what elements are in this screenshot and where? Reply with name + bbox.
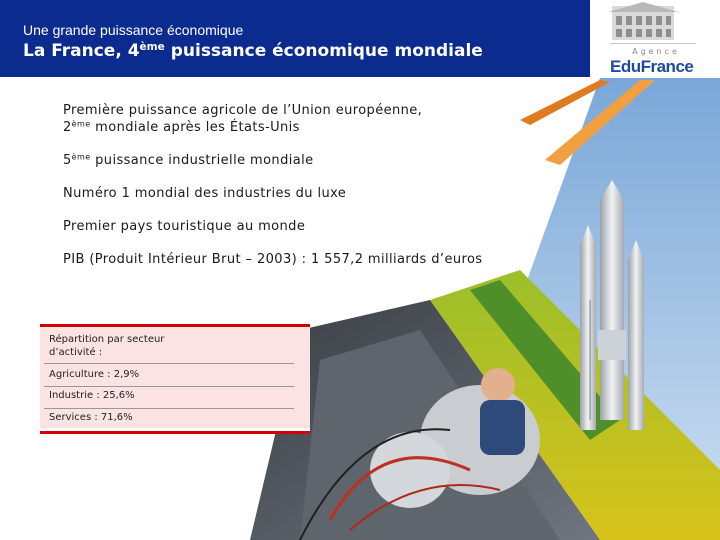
title-prefix: La France, 4	[23, 41, 140, 61]
header-bar	[0, 0, 590, 77]
bullet-rank: 5	[63, 153, 72, 168]
title-superscript: ème	[139, 41, 165, 54]
logo-agence-text: Agence	[632, 47, 680, 56]
bullet-list	[63, 102, 533, 284]
divider	[44, 363, 294, 364]
worker	[481, 368, 515, 402]
slide-subtitle: Une grande puissance économique	[23, 22, 244, 38]
bullet-text: puissance industrielle mondiale	[90, 153, 314, 168]
logo-brand-text: EduFrance	[610, 57, 694, 76]
bullet-superscript: ème	[71, 119, 91, 129]
sector-row-agriculture: Agriculture : 2,9%	[49, 369, 140, 380]
slide-title	[23, 41, 483, 61]
sector-row-industry: Industrie : 25,6%	[49, 390, 135, 401]
bullet-text: Première puissance agricole de l’Union européenne,	[63, 103, 423, 118]
divider	[44, 408, 294, 409]
bullet-agriculture	[63, 102, 533, 136]
bullet-tourism: Premier pays touristique au monde	[63, 219, 306, 234]
rocket-image	[600, 180, 624, 420]
bullet-luxury: Numéro 1 mondial des industries du luxe	[63, 186, 347, 201]
sector-table	[40, 324, 310, 434]
bullet-industry	[63, 152, 533, 169]
title-suffix: puissance économique mondiale	[164, 41, 483, 61]
sector-row-services: Services : 71,6%	[49, 412, 133, 423]
bullet-line2	[63, 119, 533, 136]
sector-table-header: Répartition par secteur d’activité :	[49, 334, 165, 358]
divider	[44, 386, 294, 387]
bullet-rank: 2	[63, 120, 72, 135]
bullet-text: mondiale après les États-Unis	[90, 120, 300, 135]
bullet-superscript: ème	[71, 152, 91, 162]
bullet-gdp: PIB (Produit Intérieur Brut – 2003) : 1 557,2 milliards d’euros	[63, 252, 483, 267]
